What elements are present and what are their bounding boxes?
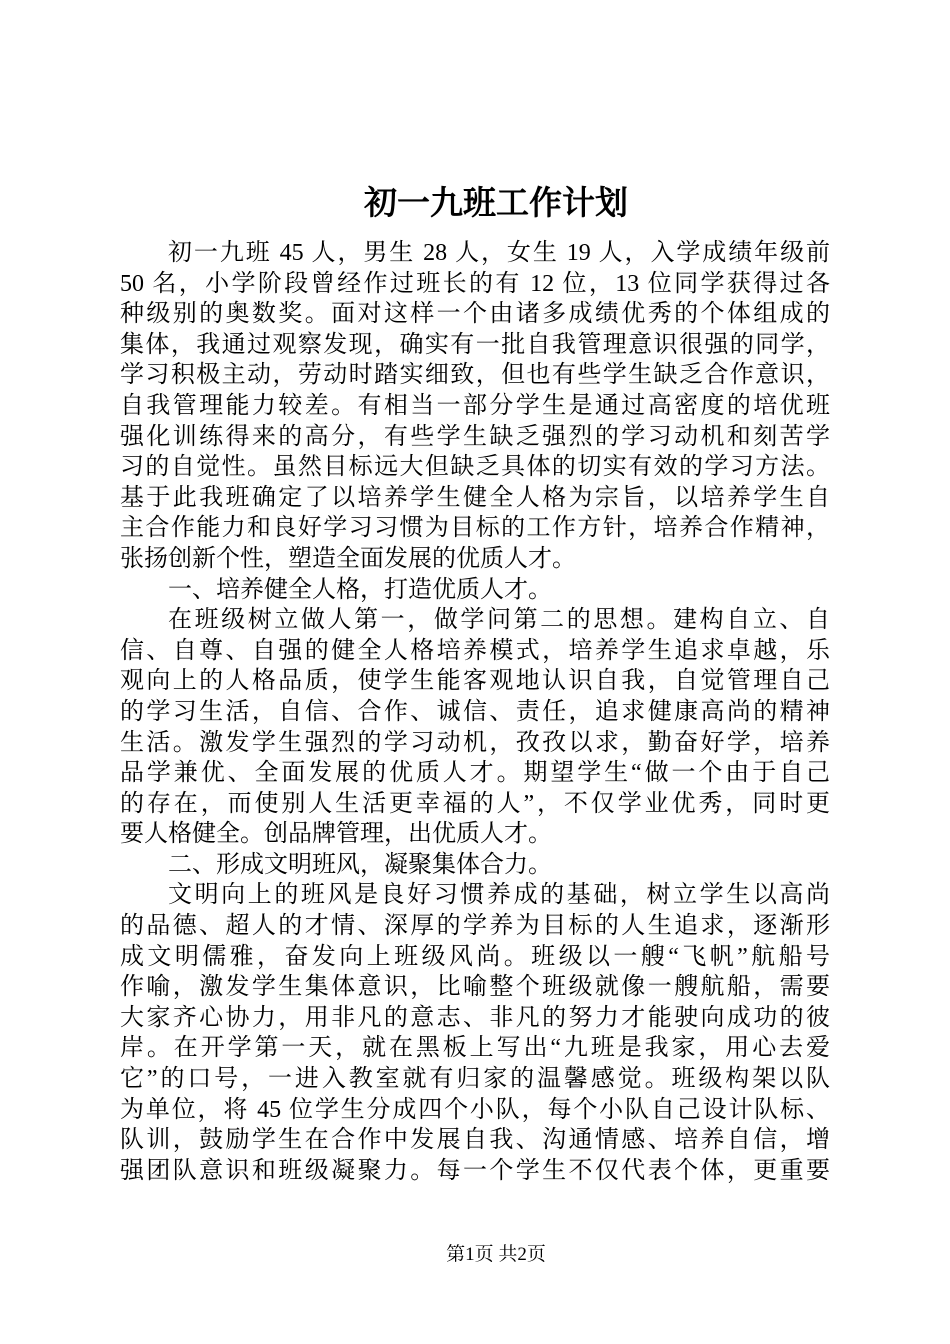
paragraph-line: 要人格健全。创品牌管理，出优质人才。 — [120, 821, 552, 848]
heading-line: 一、培养健全人格，打造优质人才。 — [168, 576, 552, 603]
page-number-label: 第1页 共2页 — [446, 1244, 546, 1265]
paragraph-line: 成文明儒雅，奋发向上班级风尚。班级以一艘“飞帆”航船号 — [120, 943, 830, 970]
paragraph-line: 自我管理能力较差。有相当一部分学生是通过高密度的培优班 — [120, 392, 830, 419]
paragraph-line: 的存在，而使别人生活更幸福的人”，不仅学业优秀，同时更 — [120, 790, 830, 817]
paragraph-line: 作喻，激发学生集体意识，比喻整个班级就像一艘航船，需要 — [120, 974, 830, 1001]
paragraph-line: 为单位，将 45 位学生分成四个小队，每个小队自己设计队标、 — [120, 1096, 830, 1123]
paragraph-line: 文明向上的班风是良好习惯养成的基础，树立学生以高尚 — [168, 882, 830, 909]
paragraph-line: 在班级树立做人第一，做学问第二的思想。建构自立、自 — [168, 607, 830, 634]
paragraph-line: 大家齐心协力，用非凡的意志、非凡的努力才能驶向成功的彼 — [120, 1004, 830, 1031]
paragraph-line: 主合作能力和良好学习习惯为目标的工作方针，培养合作精神， — [120, 515, 830, 542]
page-footer — [0, 1243, 950, 1267]
document-title: 初一九班工作计划 — [364, 186, 628, 222]
paragraph-line: 学习积极主动，劳动时踏实细致，但也有些学生缺乏合作意识， — [120, 362, 830, 389]
paragraph-line: 强化训练得来的高分，有些学生缺乏强烈的学习动机和刻苦学 — [120, 423, 830, 450]
document-body — [120, 238, 830, 1186]
paragraph-line: 张扬创新个性，塑造全面发展的优质人才。 — [120, 545, 576, 572]
paragraph-line: 基于此我班确定了以培养学生健全人格为宗旨，以培养学生自 — [120, 484, 830, 511]
paragraph-line: 队训，鼓励学生在合作中发展自我、沟通情感、培养自信，增 — [120, 1127, 830, 1154]
paragraph-line: 50 名，小学阶段曾经作过班长的有 12 位，13 位同学获得过各 — [120, 270, 830, 297]
paragraph-line: 种级别的奥数奖。面对这样一个由诸多成绩优秀的个体组成的 — [120, 301, 830, 328]
paragraph-line: 初一九班 45 人，男生 28 人，女生 19 人，入学成绩年级前 — [168, 240, 830, 266]
paragraph-line: 观向上的人格品质，使学生能客观地认识自我，自觉管理自己 — [120, 668, 830, 695]
paragraph-line: 集体，我通过观察发现，确实有一批自我管理意识很强的同学， — [120, 331, 830, 358]
paragraph-line: 生活。激发学生强烈的学习动机，孜孜以求，勤奋好学，培养 — [120, 729, 830, 756]
heading-line: 二、形成文明班风，凝聚集体合力。 — [168, 851, 552, 878]
paragraph-line: 信、自尊、自强的健全人格培养模式，培养学生追求卓越，乐 — [120, 637, 830, 664]
paragraph-line: 的品德、超人的才情、深厚的学养为目标的人生追求，逐渐形 — [120, 913, 830, 940]
paragraph-line: 强团队意识和班级凝聚力。每一个学生不仅代表个体，更重要 — [120, 1157, 830, 1184]
paragraph-line: 习的自觉性。虽然目标远大但缺乏具体的切实有效的学习方法。 — [120, 454, 830, 481]
paragraph-line: 品学兼优、全面发展的优质人才。期望学生“做一个由于自己 — [120, 760, 830, 787]
paragraph-line: 它”的口号，一进入教室就有归家的温馨感觉。班级构架以队 — [120, 1066, 830, 1093]
paragraph-line: 岸。在开学第一天，就在黑板上写出“九班是我家，用心去爱 — [120, 1035, 830, 1062]
paragraph-line: 的学习生活，自信、合作、诚信、责任，追求健康高尚的精神 — [120, 698, 830, 725]
